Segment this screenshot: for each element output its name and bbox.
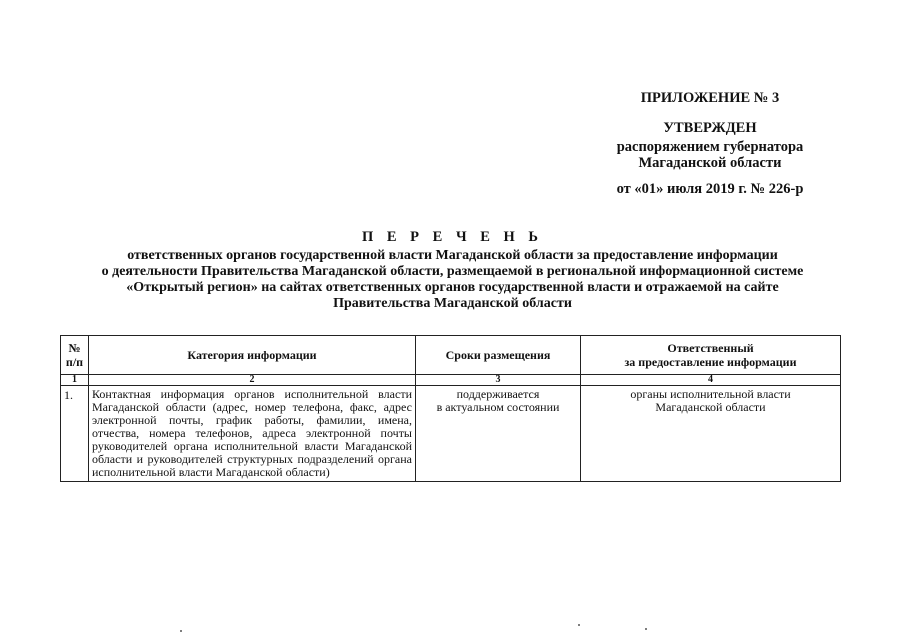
row-number: 1.	[61, 386, 89, 482]
issuer-line-1: распоряжением губернатора	[616, 139, 804, 155]
row-category: Контактная информация органов исполнительной власти Магаданской области (адрес, номер телефона, факс, адрес электронной почты, график работы, фамилии, имена, отчества, номера телефонов, адреса электронной почты руководителей органа исполнительной власти Магаданской области и руководителей структурных подразделений органа исполнительной власти Магаданской области)	[89, 386, 416, 482]
responsibility-table	[60, 335, 841, 482]
row-terms	[416, 386, 581, 482]
approval-date: от «01» июля 2019 г. № 226-р	[616, 181, 804, 197]
header-responsible	[581, 336, 841, 375]
header-number	[61, 336, 89, 375]
header-responsible-line-1: Ответственный	[667, 341, 754, 355]
document-subtitle	[50, 248, 855, 312]
column-number-row	[61, 375, 841, 386]
column-number: 2	[89, 375, 416, 386]
header-number-line-2: п/п	[65, 355, 84, 369]
scan-speck	[578, 624, 580, 626]
approved-label: УТВЕРЖДЕН	[663, 120, 757, 136]
column-number: 4	[581, 375, 841, 386]
header-category: Категория информации	[89, 336, 416, 375]
row-responsible	[581, 386, 841, 482]
subtitle-line: о деятельности Правительства Магаданской области, размещаемой в региональной информационной системе	[101, 264, 804, 279]
header-responsible-line-2: за предоставление информации	[624, 355, 797, 369]
row-responsible-line-1: органы исполнительной власти	[630, 387, 791, 401]
header-number-line-1: №	[68, 341, 81, 355]
column-number: 3	[416, 375, 581, 386]
table-header-row	[61, 336, 841, 375]
header-terms: Сроки размещения	[416, 336, 581, 375]
appendix-label: ПРИЛОЖЕНИЕ № 3	[640, 90, 780, 106]
row-terms-line-1: поддерживается	[456, 387, 540, 401]
row-terms-line-2: в актуальном состоянии	[436, 400, 560, 414]
issuer-line-2: Магаданской области	[638, 155, 782, 171]
document-title: П Е Р Е Ч Е Н Ь	[361, 229, 544, 245]
scan-speck	[180, 630, 182, 632]
row-responsible-line-2: Магаданской области	[655, 400, 766, 414]
column-number: 1	[61, 375, 89, 386]
subtitle-line: «Открытый регион» на сайтах ответственных органов государственной власти и отражаемой на сайте	[126, 280, 779, 295]
table-row	[61, 386, 841, 482]
scan-speck	[645, 628, 647, 630]
subtitle-line: Правительства Магаданской области	[333, 296, 572, 311]
approval-issuer	[560, 139, 860, 171]
subtitle-line: ответственных органов государственной власти Магаданской области за предоставление информации	[127, 248, 778, 263]
